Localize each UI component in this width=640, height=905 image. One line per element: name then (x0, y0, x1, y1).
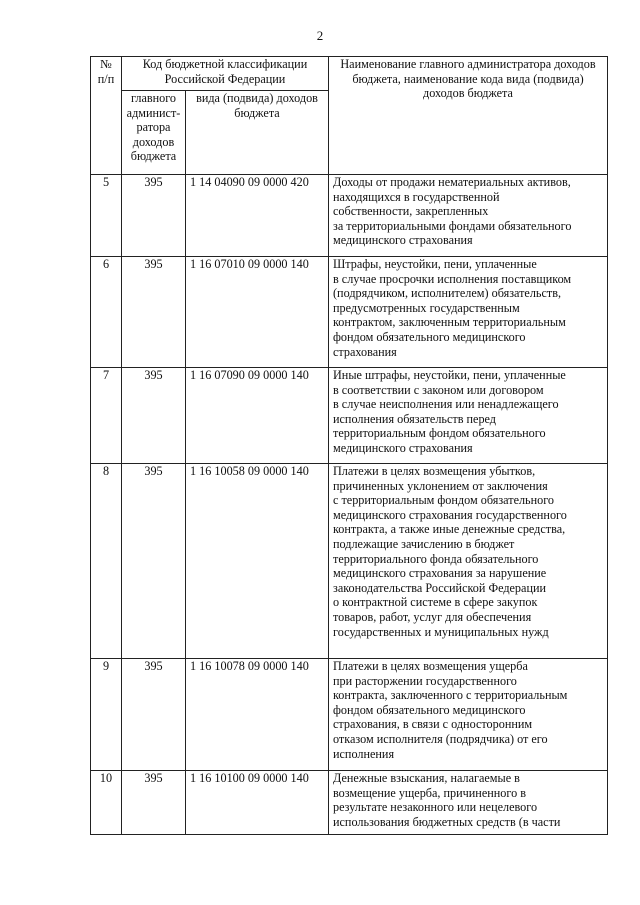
budget-classification-table (90, 56, 608, 835)
budget-code: 1 16 10078 09 0000 140 (186, 659, 329, 771)
header-admin: главного админист- ратора доходов бюджета (122, 91, 186, 175)
row-number: 10 (91, 771, 122, 835)
income-name: Иные штрафы, неустойки, пени, уплаченные в соответствии с законом или договором в случае неисполнения или ненадлежащего исполнения обязательств перед территориальным фондом обязательного медицинского страхования (329, 368, 608, 464)
header-code-group: Код бюджетной классификации Российской Федерации (122, 57, 329, 91)
row-number: 5 (91, 175, 122, 257)
budget-code: 1 16 07090 09 0000 140 (186, 368, 329, 464)
row-number: 6 (91, 257, 122, 368)
income-name: Денежные взыскания, налагаемые в возмещение ущерба, причиненного в результате незаконного или нецелевого использования бюджетных средств (в части (329, 771, 608, 835)
admin-code: 395 (122, 175, 186, 257)
budget-code: 1 16 10058 09 0000 140 (186, 464, 329, 659)
admin-code: 395 (122, 659, 186, 771)
header-name: Наименование главного администратора доходов бюджета, наименование кода вида (подвида) доходов бюджета (329, 57, 608, 175)
table-row (91, 659, 608, 771)
table-row (91, 175, 608, 257)
table-row (91, 257, 608, 368)
header-number: № п/п (91, 57, 122, 175)
income-name: Платежи в целях возмещения ущерба при расторжении государственного контракта, заключенного с территориальным фондом обязательного медицинского страхования, в связи с односторонним отказом исполнителя (подрядчика) от его исполнения (329, 659, 608, 771)
income-name: Платежи в целях возмещения убытков, причиненных уклонением от заключения с территориальным фондом обязательного медицинского страхования государственного контракта, а также иные денежные средства, подлежащие зачислению в бюджет территориального фонда обязательного медицинского страхования за нарушение законодательства Российской Федерации о контрактной системе в сфере закупок товаров, работ, услуг для обеспечения государственных и муниципальных нужд (329, 464, 608, 659)
income-name: Доходы от продажи нематериальных активов, находящихся в государственной собственности, закрепленных за территориальными фондами обязательного медицинского страхования (329, 175, 608, 257)
budget-code: 1 16 10100 09 0000 140 (186, 771, 329, 835)
row-number: 9 (91, 659, 122, 771)
admin-code: 395 (122, 257, 186, 368)
table-header-row (91, 57, 608, 91)
admin-code: 395 (122, 771, 186, 835)
admin-code: 395 (122, 464, 186, 659)
table-row (91, 368, 608, 464)
header-kind: вида (подвида) доходов бюджета (186, 91, 329, 175)
row-number: 7 (91, 368, 122, 464)
admin-code: 395 (122, 368, 186, 464)
row-number: 8 (91, 464, 122, 659)
table-row (91, 771, 608, 835)
income-name: Штрафы, неустойки, пени, уплаченные в случае просрочки исполнения поставщиком (подрядчиком, исполнителем) обязательств, предусмотренных государственным контрактом, заключенным территориальным фондом обязательного медицинского страхования (329, 257, 608, 368)
budget-code: 1 14 04090 09 0000 420 (186, 175, 329, 257)
budget-code: 1 16 07010 09 0000 140 (186, 257, 329, 368)
page-number: 2 (316, 28, 324, 43)
table-row (91, 464, 608, 659)
